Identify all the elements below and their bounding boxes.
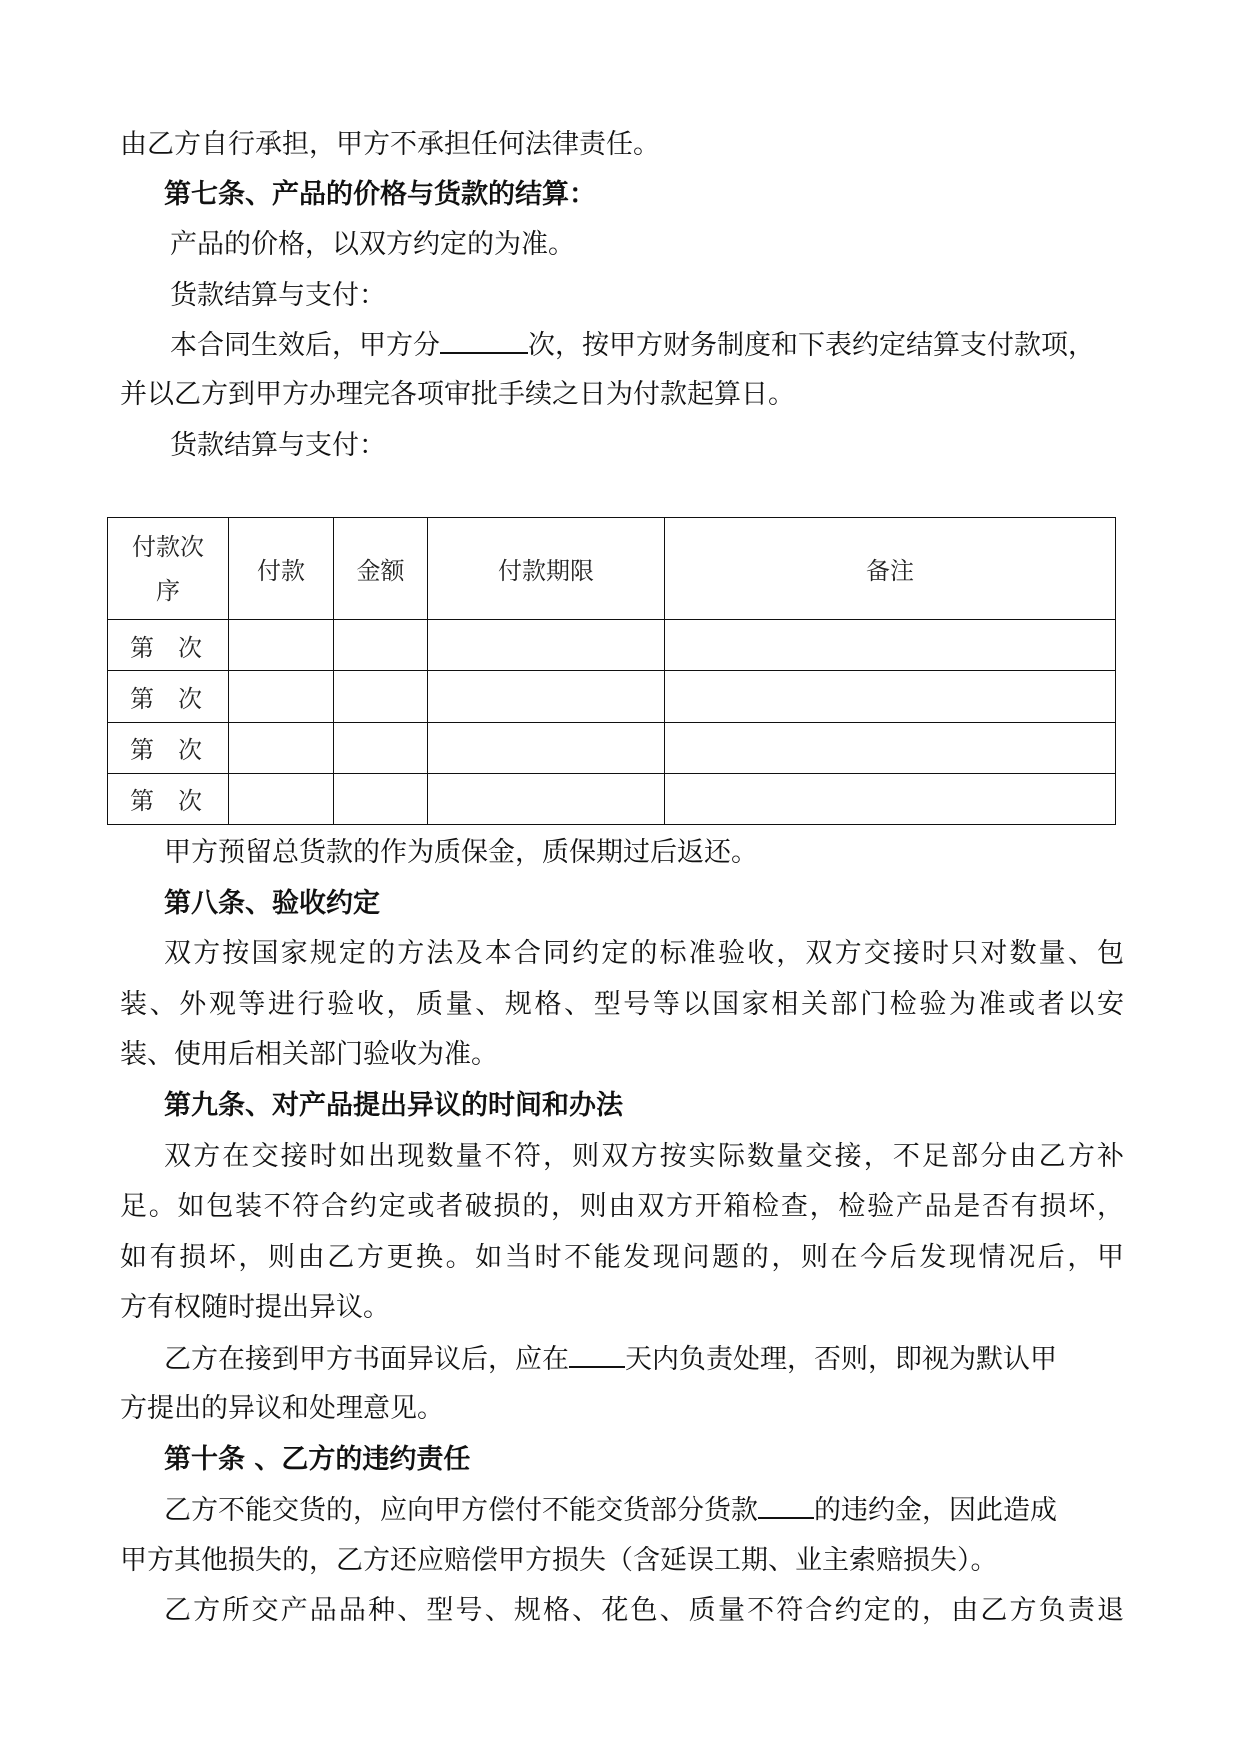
article-9-line: 双方在交接时如出现数量不符，则双方按实际数量交接，不足部分由乙方补 [164,1141,1124,1172]
table-header-row [108,518,1116,620]
table-row [108,722,1116,773]
sequence-cell: 第 次 [108,722,229,773]
remarks-cell[interactable] [665,722,1116,773]
article-8-line: 双方按国家规定的方法及本合同约定的标准验收，双方交接时只对数量、包 [164,938,1124,969]
article-9-line: 方提出的异议和处理意见。 [120,1393,444,1424]
article-10-line: 乙方所交产品品种、型号、规格、花色、质量不符合约定的，由乙方负责退 [164,1595,1124,1626]
article-8-title: 第八条、验收约定 [164,888,380,919]
effect-text-pre: 本合同生效后，甲方分 [170,330,440,361]
remarks-cell[interactable] [665,671,1116,722]
amount-cell[interactable] [334,671,428,722]
amount-cell[interactable] [334,773,428,824]
table-row [108,773,1116,824]
effect-line-2: 并以乙方到甲方办理完各项审批手续之日为付款起算日。 [120,379,795,410]
table-row [108,671,1116,722]
penalty-blank[interactable] [758,1493,814,1519]
article-7-title: 第七条、产品的价格与货款的结算： [164,179,596,210]
retention-line: 甲方预留总货款的作为质保金，质保期过后返还。 [164,837,758,868]
article-9-line: 方有权随时提出异议。 [120,1292,390,1323]
amount-cell[interactable] [334,722,428,773]
days-blank[interactable] [569,1342,625,1368]
header-payment: 付款 [229,518,334,620]
sequence-cell: 第 次 [108,671,229,722]
remarks-cell[interactable] [665,773,1116,824]
article-8-line: 装、使用后相关部门验收为准。 [120,1039,498,1070]
payment-cell[interactable] [229,671,334,722]
payment-cell[interactable] [229,620,334,671]
text-line: 由乙方自行承担，甲方不承担任何法律责任。 [120,129,660,160]
payment-table [107,517,1116,825]
article-9-objection-line [164,1342,1057,1377]
remarks-cell[interactable] [665,620,1116,671]
settlement-line: 货款结算与支付： [170,280,386,311]
penalty-text-pre: 乙方不能交货的，应向甲方偿付不能交货部分货款 [164,1495,758,1526]
header-payment-sequence: 付款次序 [108,518,229,620]
installments-blank[interactable] [440,328,528,354]
header-payment-deadline: 付款期限 [428,518,665,620]
article-9-line: 足。如包装不符合约定或者破损的，则由双方开箱检查，检验产品是否有损坏， [120,1191,1124,1222]
header-remarks: 备注 [665,518,1116,620]
effect-line [170,328,1095,363]
table-row [108,620,1116,671]
header-amount: 金额 [334,518,428,620]
article-10-penalty-line [164,1493,1057,1528]
article-9-title: 第九条、对产品提出异议的时间和办法 [164,1090,623,1121]
article-8-line: 装、外观等进行验收，质量、规格、型号等以国家相关部门检验为准或者以安 [120,989,1124,1020]
deadline-cell[interactable] [428,722,665,773]
penalty-text-post: 的违约金，因此造成 [814,1495,1057,1526]
sequence-cell: 第 次 [108,773,229,824]
sequence-cell: 第 次 [108,620,229,671]
objection-text-pre: 乙方在接到甲方书面异议后，应在 [164,1344,569,1375]
deadline-cell[interactable] [428,671,665,722]
payment-cell[interactable] [229,722,334,773]
article-10-line: 甲方其他损失的，乙方还应赔偿甲方损失（含延误工期、业主索赔损失）。 [120,1545,998,1576]
payment-cell[interactable] [229,773,334,824]
deadline-cell[interactable] [428,773,665,824]
settlement-line-2: 货款结算与支付： [170,430,386,461]
article-9-line: 如有损坏，则由乙方更换。如当时不能发现问题的，则在今后发现情况后，甲 [120,1242,1124,1273]
article-10-title: 第十条 、乙方的违约责任 [164,1444,471,1475]
deadline-cell[interactable] [428,620,665,671]
effect-text-post: 次，按甲方财务制度和下表约定结算支付款项， [528,330,1095,361]
amount-cell[interactable] [334,620,428,671]
price-line: 产品的价格，以双方约定的为准。 [170,229,575,260]
objection-text-post: 天内负责处理，否则，即视为默认甲 [625,1344,1057,1375]
